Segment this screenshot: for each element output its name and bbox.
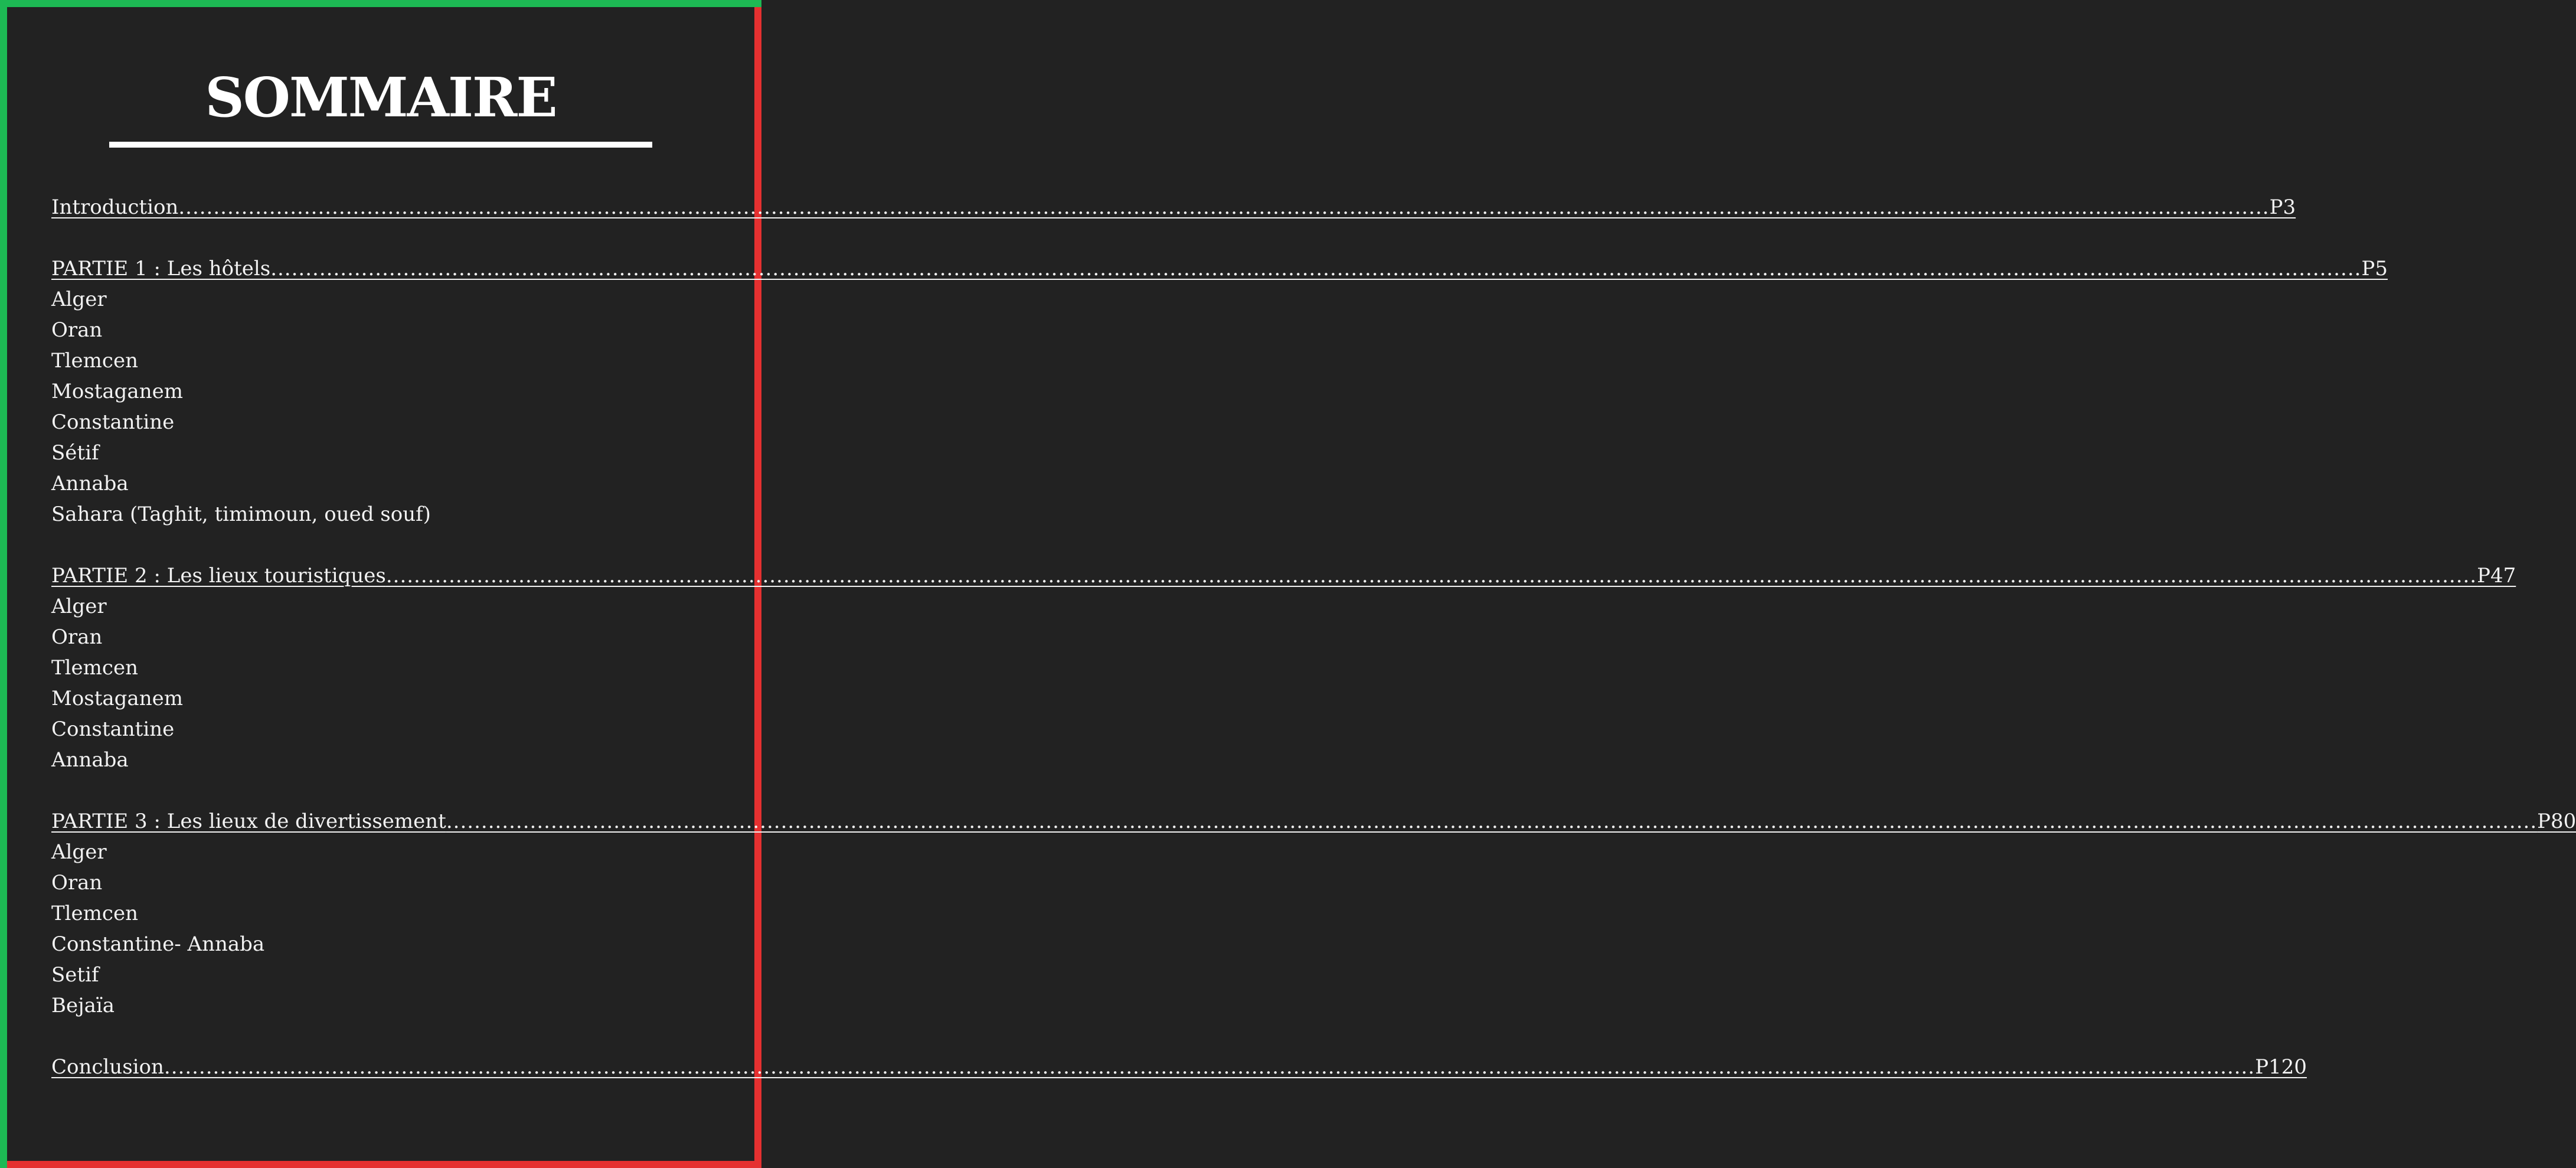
border-bottom — [7, 1161, 761, 1168]
section-title: PARTIE 3 : Les lieux de divertissement — [51, 810, 446, 833]
toc-section-heading[interactable] — [51, 806, 2576, 837]
toc-item: Oran — [51, 871, 103, 895]
toc-section-heading[interactable] — [51, 560, 2516, 591]
page-number: P5 — [2361, 257, 2388, 280]
section-spacer — [51, 223, 721, 253]
dot-leader: ............................................................................................................................................................................................................................................................................................................ — [270, 257, 2362, 280]
title-underline — [109, 142, 652, 148]
section-spacer — [51, 775, 721, 806]
dot-leader: ............................................................................................................................................................................................................................................................................................................ — [446, 810, 2538, 833]
section-title: PARTIE 1 : Les hôtels — [51, 257, 271, 280]
toc-item: Sétif — [51, 441, 99, 465]
section-title: Introduction — [51, 195, 179, 219]
toc-item: Bejaïa — [51, 994, 115, 1017]
toc-item: Tlemcen — [51, 656, 138, 680]
toc-section-heading[interactable] — [51, 253, 2388, 284]
border-left — [0, 0, 7, 1168]
toc-item: Tlemcen — [51, 349, 138, 373]
page-number: P80 — [2537, 810, 2576, 833]
toc-item: Oran — [51, 318, 103, 342]
page-number: P120 — [2255, 1055, 2307, 1079]
toc-item: Sahara (Taghit, timimoun, oued souf) — [51, 503, 431, 526]
toc-item: Constantine — [51, 410, 175, 434]
page-number: P3 — [2269, 195, 2296, 219]
toc-item: Annaba — [51, 748, 129, 772]
toc-item: Annaba — [51, 472, 129, 495]
page-number: P47 — [2477, 564, 2516, 588]
toc-item: Tlemcen — [51, 902, 138, 925]
dot-leader: ............................................................................................................................................................................................................................................................................................................ — [385, 564, 2477, 588]
table-of-contents — [51, 192, 2576, 1082]
section-spacer — [51, 530, 721, 560]
toc-item: Mostaganem — [51, 380, 183, 403]
toc-item: Constantine- Annaba — [51, 932, 265, 956]
toc-item: Setif — [51, 963, 99, 987]
toc-item: Constantine — [51, 717, 175, 741]
toc-item: Mostaganem — [51, 687, 183, 710]
dot-leader: ............................................................................................................................................................................................................................................................................................................ — [164, 1055, 2255, 1079]
toc-item: Alger — [51, 840, 107, 864]
toc-item: Alger — [51, 288, 107, 311]
section-title: PARTIE 2 : Les lieux touristiques — [51, 564, 386, 588]
border-top — [0, 0, 761, 7]
section-title: Conclusion — [51, 1055, 164, 1079]
section-spacer — [51, 1021, 721, 1052]
toc-item: Alger — [51, 595, 107, 618]
toc-item: Oran — [51, 625, 103, 649]
page-title: SOMMAIRE — [205, 66, 557, 129]
toc-section-heading[interactable] — [51, 192, 2296, 223]
toc-section-heading[interactable] — [51, 1052, 2307, 1082]
dot-leader: ............................................................................................................................................................................................................................................................................................................ — [178, 195, 2270, 219]
